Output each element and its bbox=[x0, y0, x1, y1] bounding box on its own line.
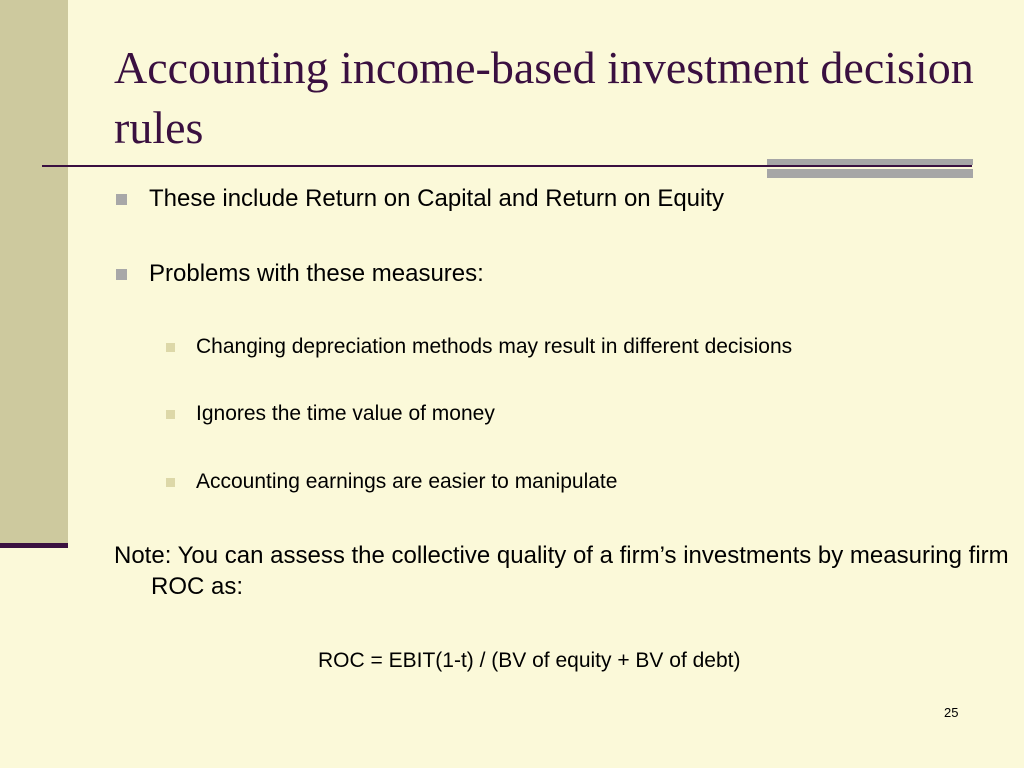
accent-bar-bottom bbox=[767, 169, 973, 178]
sub-bullet-depreciation bbox=[166, 334, 792, 360]
left-decorative-bar bbox=[0, 0, 68, 545]
square-bullet-icon bbox=[166, 410, 175, 419]
square-bullet-icon bbox=[116, 269, 127, 280]
accent-bar-top bbox=[767, 159, 973, 165]
square-bullet-icon bbox=[116, 194, 127, 205]
sub-bullet-text: Accounting earnings are easier to manipulate bbox=[196, 470, 618, 493]
bullet-return-measures bbox=[116, 184, 724, 214]
page-number: 25 bbox=[944, 705, 959, 720]
roc-formula: ROC = EBIT(1-t) / (BV of equity + BV of debt) bbox=[318, 649, 741, 672]
square-bullet-icon bbox=[166, 478, 175, 487]
slide-title: Accounting income-based investment decision rules bbox=[114, 42, 974, 153]
bullet-text: Problems with these measures: bbox=[149, 260, 484, 287]
bullet-text: These include Return on Capital and Return on Equity bbox=[149, 185, 725, 212]
sub-bullet-text: Ignores the time value of money bbox=[196, 402, 495, 425]
sub-bullet-time-value bbox=[166, 401, 495, 427]
sub-bullet-text: Changing depreciation methods may result in different decisions bbox=[196, 335, 793, 358]
left-bar-rule bbox=[0, 543, 68, 548]
note-text: Note: You can assess the collective quality of a firm’s investments by measuring firm ROC as: bbox=[114, 542, 1009, 600]
title-divider bbox=[42, 165, 972, 167]
sub-bullet-manipulation bbox=[166, 469, 617, 495]
bullet-problems bbox=[116, 259, 484, 289]
square-bullet-icon bbox=[166, 343, 175, 352]
